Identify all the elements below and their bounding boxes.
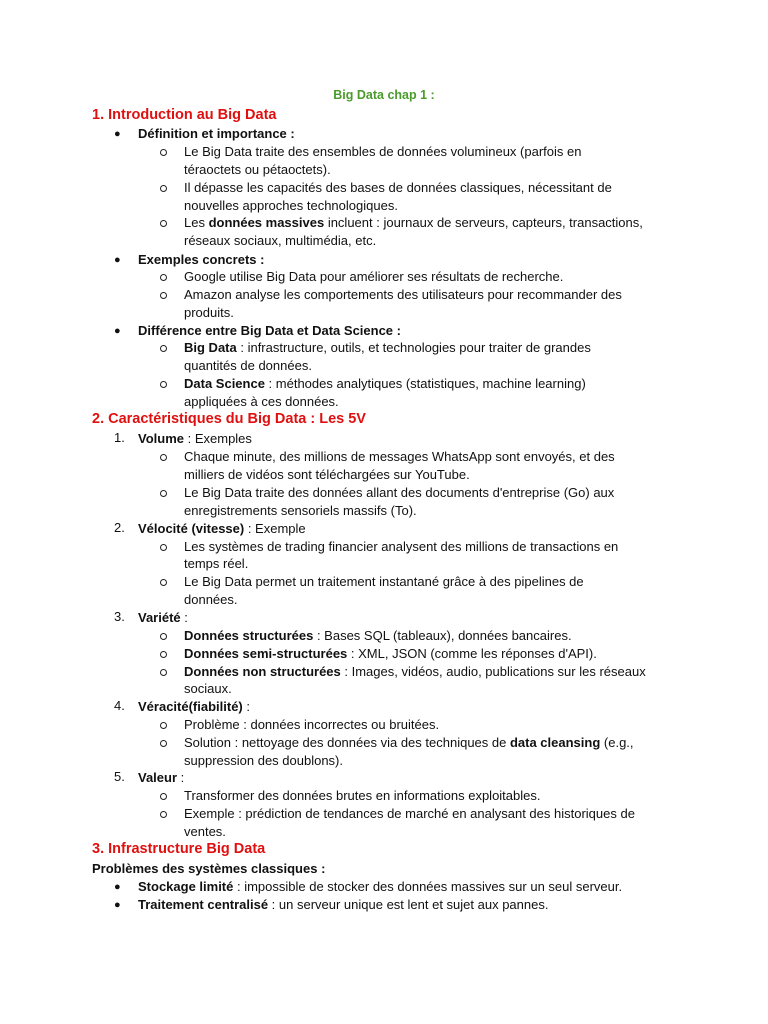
circle-bullet bbox=[160, 490, 167, 497]
bullet: ● bbox=[114, 899, 121, 911]
circle-bullet bbox=[160, 722, 167, 729]
text-line: Données non structurées : Images, vidéos, audio, publications sur les réseaux bbox=[184, 664, 646, 679]
section-1-heading: 1. Introduction au Big Data bbox=[92, 107, 277, 123]
bullet: ● bbox=[114, 254, 121, 266]
text-line: Amazon analyse les comportements des utilisateurs pour recommander des bbox=[184, 287, 622, 302]
circle-bullet bbox=[160, 454, 167, 461]
text-line: Google utilise Big Data pour améliorer ses résultats de recherche. bbox=[184, 269, 564, 284]
circle-bullet bbox=[160, 274, 167, 281]
circle-bullet bbox=[160, 811, 167, 818]
document-title: Big Data chap 1 : bbox=[333, 88, 435, 102]
text-line: Stockage limité : impossible de stocker des données massives sur un seul serveur. bbox=[138, 879, 623, 894]
text-line: Il dépasse les capacités des bases de données classiques, nécessitant de bbox=[184, 180, 612, 195]
text-line: quantités de données. bbox=[184, 358, 312, 373]
circle-bullet bbox=[160, 381, 167, 388]
value-item: Valeur : bbox=[138, 770, 185, 785]
text-line: Le Big Data traite des données allant des documents d'entreprise (Go) aux bbox=[184, 485, 615, 500]
bullet: ● bbox=[114, 325, 121, 337]
circle-bullet bbox=[160, 579, 167, 586]
veracity-item: Véracité(fiabilité) : bbox=[138, 699, 250, 714]
text-line: Big Data : infrastructure, outils, et technologies pour traiter de grandes bbox=[184, 340, 591, 355]
text-line: Transformer des données brutes en informations exploitables. bbox=[184, 788, 541, 803]
list-number: 5. bbox=[114, 769, 125, 784]
circle-bullet bbox=[160, 793, 167, 800]
circle-bullet bbox=[160, 740, 167, 747]
circle-bullet bbox=[160, 633, 167, 640]
text-line: Traitement centralisé : un serveur unique est lent et sujet aux pannes. bbox=[138, 897, 549, 912]
text-line: appliquées à ces données. bbox=[184, 394, 339, 409]
text-line: enregistrements sensoriels massifs (To). bbox=[184, 503, 417, 518]
difference-heading: Différence entre Big Data et Data Science : bbox=[138, 323, 401, 338]
examples-heading: Exemples concrets : bbox=[138, 252, 265, 267]
text-line: nouvelles approches technologiques. bbox=[184, 198, 398, 213]
section-2-heading: 2. Caractéristiques du Big Data : Les 5V bbox=[92, 411, 366, 427]
circle-bullet bbox=[160, 149, 167, 156]
text-line: milliers de vidéos sont téléchargées sur YouTube. bbox=[184, 467, 470, 482]
text-line: données. bbox=[184, 592, 238, 607]
text-line: suppression des doublons). bbox=[184, 753, 343, 768]
circle-bullet bbox=[160, 345, 167, 352]
text-line: Problème : données incorrectes ou bruitées. bbox=[184, 717, 440, 732]
circle-bullet bbox=[160, 292, 167, 299]
list-number: 4. bbox=[114, 698, 125, 713]
section-3-heading: 3. Infrastructure Big Data bbox=[92, 841, 266, 857]
definition-heading: Définition et importance : bbox=[138, 126, 295, 141]
text-line: Les données massives incluent : journaux de serveurs, capteurs, transactions, bbox=[184, 215, 643, 230]
circle-bullet bbox=[160, 220, 167, 227]
text-line: Données semi-structurées : XML, JSON (comme les réponses d'API). bbox=[184, 646, 597, 661]
text-line: Data Science : méthodes analytiques (statistiques, machine learning) bbox=[184, 376, 586, 391]
text-line: produits. bbox=[184, 305, 234, 320]
list-number: 2. bbox=[114, 520, 125, 535]
text-line: sociaux. bbox=[184, 681, 232, 696]
list-number: 3. bbox=[114, 609, 125, 624]
text-line: Le Big Data traite des ensembles de données volumineux (parfois en bbox=[184, 144, 582, 159]
circle-bullet bbox=[160, 185, 167, 192]
variety-item: Variété : bbox=[138, 610, 188, 625]
problems-heading: Problèmes des systèmes classiques : bbox=[92, 861, 326, 876]
text-line: téraoctets ou pétaoctets). bbox=[184, 162, 331, 177]
volume-item: Volume : Exemples bbox=[138, 431, 252, 446]
circle-bullet bbox=[160, 651, 167, 658]
text-line: réseaux sociaux, multimédia, etc. bbox=[184, 233, 377, 248]
circle-bullet bbox=[160, 544, 167, 551]
text-line: Le Big Data permet un traitement instantané grâce à des pipelines de bbox=[184, 574, 584, 589]
bullet: ● bbox=[114, 128, 121, 140]
text-line: Les systèmes de trading financier analysent des millions de transactions en bbox=[184, 539, 619, 554]
circle-bullet bbox=[160, 669, 167, 676]
text-line: Exemple : prédiction de tendances de marché en analysant des historiques de bbox=[184, 806, 635, 821]
text-line: ventes. bbox=[184, 824, 226, 839]
text-line: temps réel. bbox=[184, 556, 249, 571]
velocity-item: Vélocité (vitesse) : Exemple bbox=[138, 521, 306, 536]
text-line: Chaque minute, des millions de messages WhatsApp sont envoyés, et des bbox=[184, 449, 615, 464]
list-number: 1. bbox=[114, 430, 125, 445]
text-line: Données structurées : Bases SQL (tableaux), données bancaires. bbox=[184, 628, 572, 643]
bullet: ● bbox=[114, 881, 121, 893]
text-line: Solution : nettoyage des données via des techniques de data cleansing (e.g., bbox=[184, 735, 634, 750]
